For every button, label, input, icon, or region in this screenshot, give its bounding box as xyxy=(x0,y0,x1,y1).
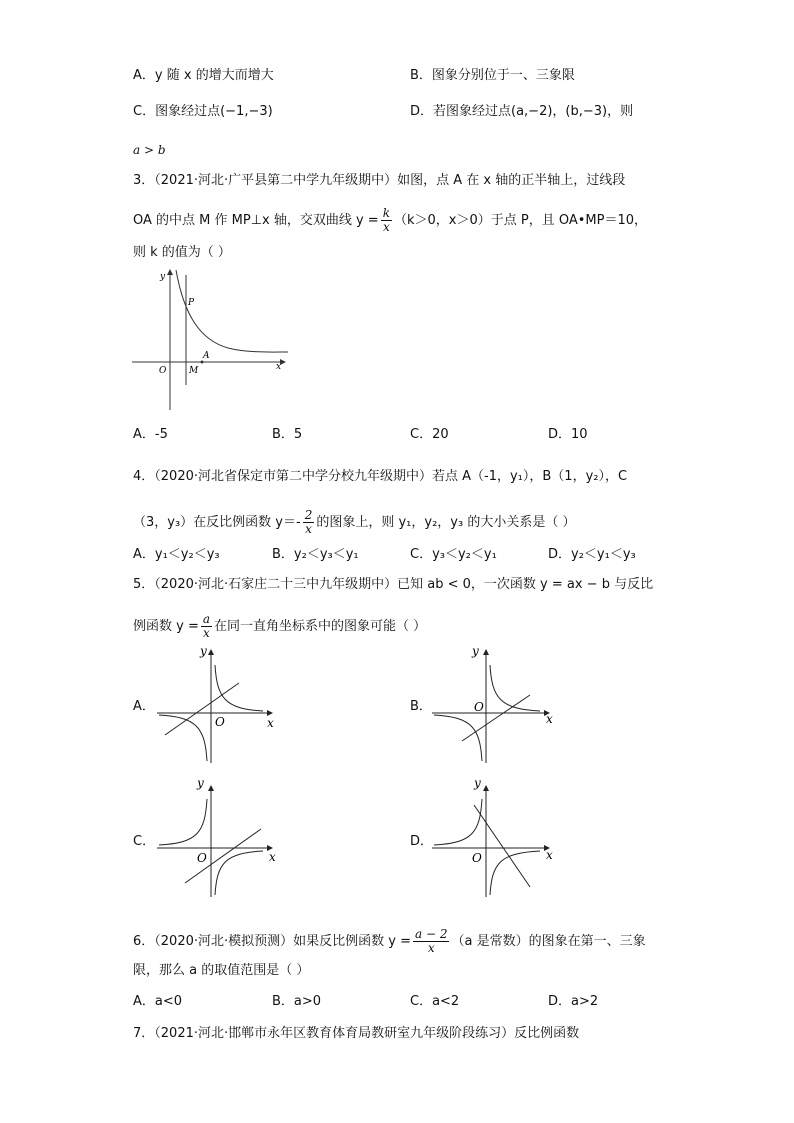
q4-option-c: C．y₃＜y₂＜y₁ xyxy=(410,547,497,562)
q3-option-c: C．20 xyxy=(410,427,449,442)
q4-option-d: D．y₂＜y₁＜y₃ xyxy=(548,547,636,562)
q6-option-a: A．a<0 xyxy=(133,994,183,1009)
svg-text:y: y xyxy=(472,644,479,658)
q4-option-a: A．y₁＜y₂＜y₃ xyxy=(133,547,220,562)
svg-text:y: y xyxy=(200,644,207,658)
q5-graph-d-label: D． xyxy=(410,834,434,849)
q3-y-arrow xyxy=(167,269,173,275)
svg-text:y: y xyxy=(474,776,481,790)
q6-line2: 限，那么 a 的取值范围是（ ） xyxy=(133,963,310,978)
q5-graph-a-label: A． xyxy=(133,699,155,714)
q3-line2: OA 的中点 M 作 MP⊥x 轴，交双曲线 y = $\frac{k}{x}$ （k＞0，x＞0）于点 P，且 OA•MP＝10， xyxy=(133,206,648,234)
svg-text:x: x xyxy=(269,850,276,864)
svg-text:x: x xyxy=(546,712,553,726)
q3-label-y: y xyxy=(160,272,166,282)
q5-graph-b-label: B． xyxy=(410,699,432,714)
q7-line1: 7．（2021·河北·邯郸市永年区教育体育局教研室九年级阶段练习）反比例函数 xyxy=(133,1026,580,1041)
q3-line3: 则 k 的值为（ ） xyxy=(133,245,231,260)
q3-fraction: $\frac{k}{x}$ xyxy=(382,206,390,234)
q4-option-b: B．y₂＜y₃＜y₁ xyxy=(272,547,359,562)
q4-fraction: $\frac{2}{x}$ xyxy=(304,508,313,536)
q2-option-b: B．图象分别位于一、三象限 xyxy=(410,68,575,83)
q6-fraction: $\frac{a - 2}{x}$ xyxy=(414,927,448,955)
svg-text:x: x xyxy=(267,716,274,730)
q3-line1: 3．（2021·河北·广平县第二中学九年级期中）如图，点 A 在 x 轴的正半轴上，过线段 xyxy=(133,173,626,188)
q5-line1: 5．（2020·河北·石家庄二十三中九年级期中）已知 ab < 0，一次函数 y = ax − b 与反比 xyxy=(133,577,654,592)
q2-option-a: A．y 随 x 的增大而增大 xyxy=(133,68,274,83)
svg-text:O: O xyxy=(474,700,484,714)
q3-label-p: P xyxy=(188,298,195,308)
q3-option-d: D．10 xyxy=(548,427,588,442)
q3-label-m: M xyxy=(189,366,199,376)
svg-text:O: O xyxy=(197,851,207,865)
q4-line1: 4．（2020·河北省保定市第二中学分校九年级期中）若点 A（-1，y₁），B（1，y₂），C xyxy=(133,469,628,484)
q3-hyperbola xyxy=(176,270,288,352)
q2-option-d-continued: a > b xyxy=(133,143,166,157)
q5-graph-a xyxy=(155,643,280,765)
q5-line2: 例函数 y = $\frac{a}{x}$ 在同一直角坐标系中的图象可能（ ） xyxy=(133,612,427,640)
q3-option-a: A．-5 xyxy=(133,427,168,442)
q5-fraction: $\frac{a}{x}$ xyxy=(202,612,211,640)
q5-graph-d xyxy=(430,775,560,900)
q3-figure xyxy=(130,265,290,413)
q3-label-o: O xyxy=(159,366,167,376)
q6-option-c: C．a<2 xyxy=(410,994,460,1009)
svg-text:y: y xyxy=(197,776,204,790)
svg-text:O: O xyxy=(215,715,225,729)
q3-label-x: x xyxy=(276,362,282,372)
q3-option-b: B．5 xyxy=(272,427,303,442)
q2-option-d: D．若图象经过点(a,−2)，(b,−3)，则 xyxy=(410,104,634,119)
q6-line1: 6．（2020·河北·模拟预测）如果反比例函数 y = $\frac{a - 2}{x}$ （a 是常数）的图象在第一、三象 xyxy=(133,927,646,955)
q4-line2: （3，y₃）在反比例函数 y＝- $\frac{2}{x}$ 的图象上，则 y₁，y₂，y₃ 的大小关系是（ ） xyxy=(133,508,576,536)
svg-text:O: O xyxy=(472,851,482,865)
svg-text:x: x xyxy=(546,848,553,862)
q6-option-b: B．a>0 xyxy=(272,994,322,1009)
q6-option-d: D．a>2 xyxy=(548,994,599,1009)
q5-graph-c-label: C． xyxy=(133,834,156,849)
q2-option-c: C．图象经过点(−1,−3) xyxy=(133,104,273,119)
q3-label-a: A xyxy=(203,351,210,361)
q5-graph-c xyxy=(155,775,280,900)
q5-graph-b xyxy=(430,643,560,765)
